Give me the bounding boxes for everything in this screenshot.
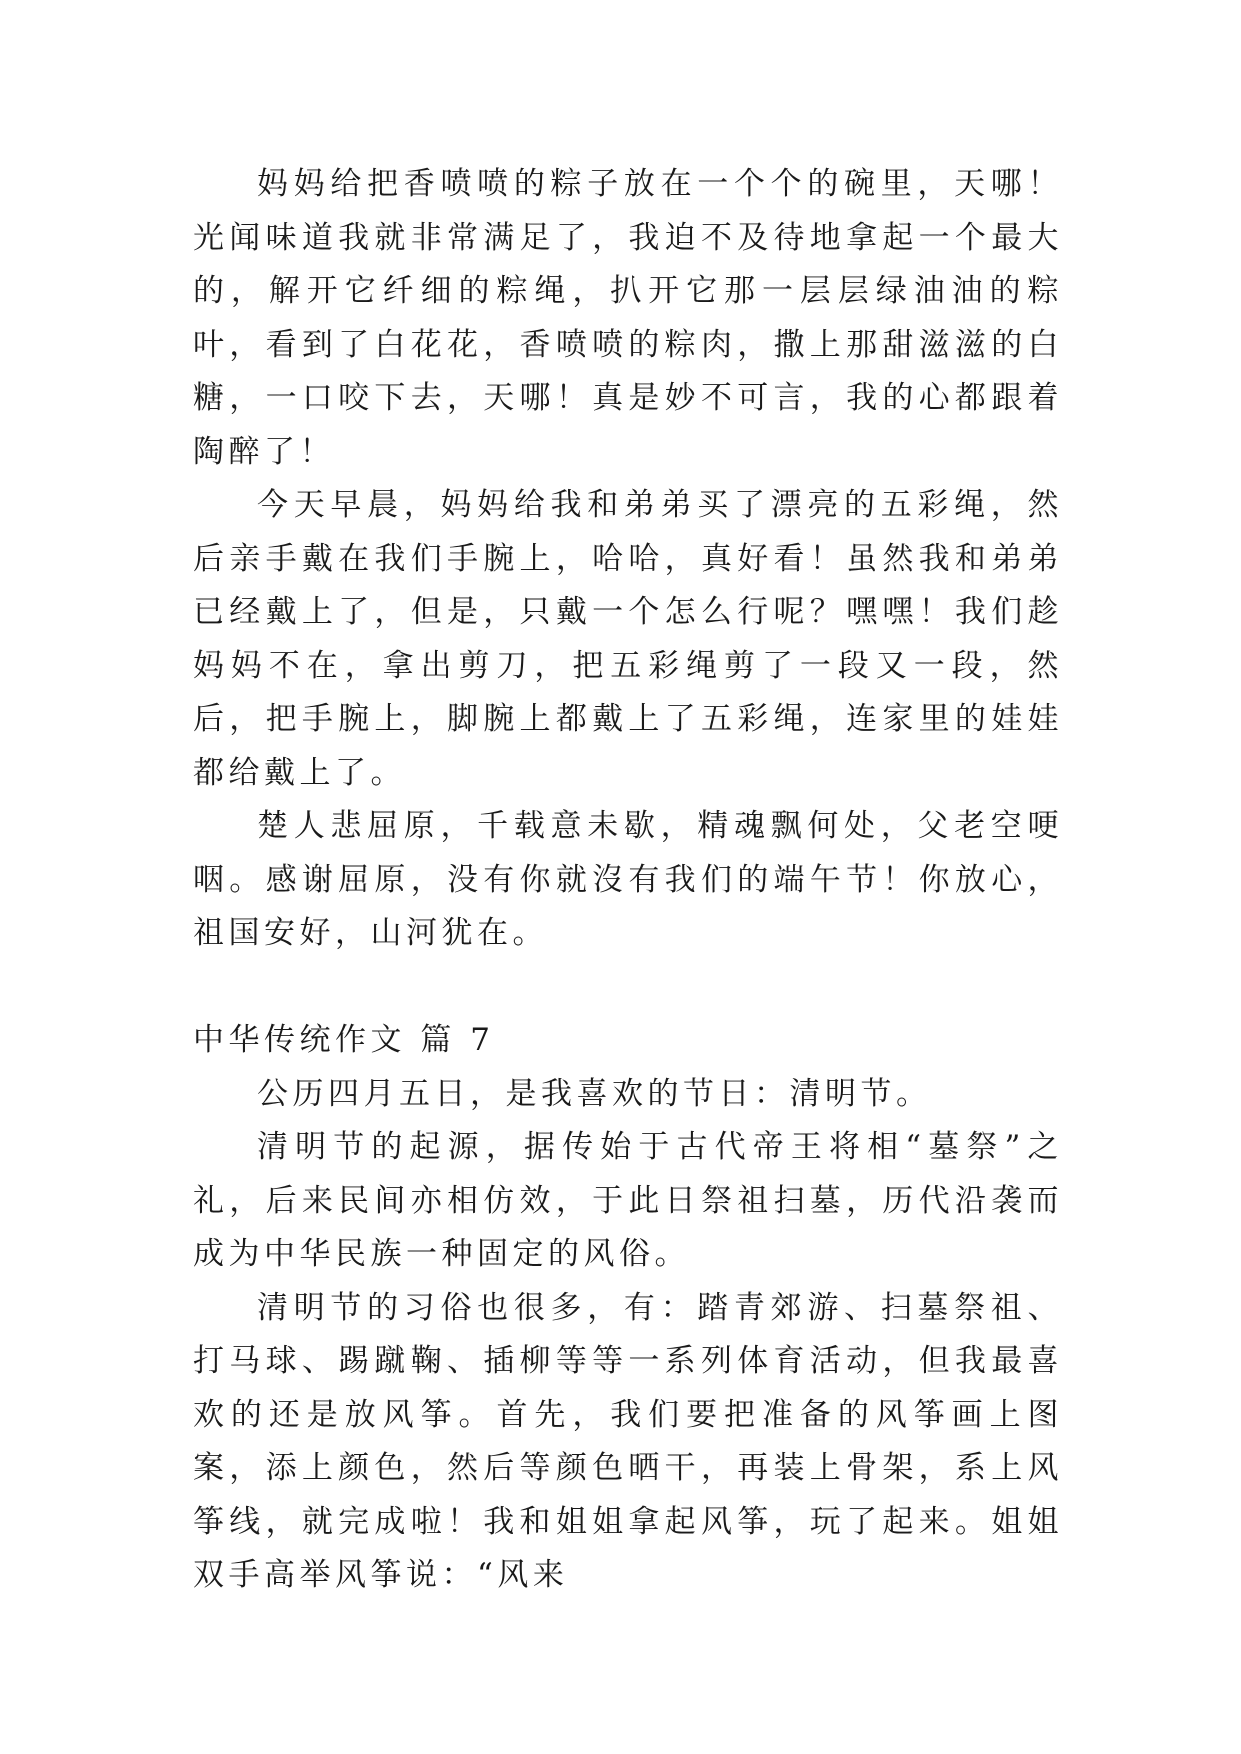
- section-gap: [193, 961, 1063, 1015]
- paragraph: 今天早晨，妈妈给我和弟弟买了漂亮的五彩绳，然后亲手戴在我们手腕上，哈哈，真好看！虽然我和弟弟已经戴上了，但是，只戴一个怎么行呢？嘿嘿！我们趁妈妈不在，拿出剪刀，把五彩绳剪了一段又一段，然后，把手腕上，脚腕上都戴上了五彩绳，连家里的娃娃都给戴上了。: [193, 487, 1063, 791]
- paragraph: 楚人悲屈原，千载意未歇，精魂飘何处，父老空哽咽。感谢屈原，没有你就沒有我们的端午节！你放心，祖国安好，山河犹在。: [193, 808, 1063, 951]
- paragraph: 清明节的习俗也很多，有：踏青郊游、扫墓祭祖、打马球、踢蹴鞠、插柳等等一系列体育活动，但我最喜欢的还是放风筝。首先，我们要把准备的风筝画上图案，添上颜色，然后等颜色晒干，再装上骨架，系上风筝线，就完成啦！我和姐姐拿起风筝，玩了起来。姐姐双手高举风筝说：“风来: [193, 1289, 1063, 1593]
- paragraph: 清明节的起源，据传始于古代帝王将相“墓祭”之礼，后来民间亦相仿效，于此日祭祖扫墓，历代沿袭而成为中华民族一种固定的风俗。: [193, 1129, 1063, 1272]
- paragraph: 公历四月五日，是我喜欢的节日：清明节。: [257, 1075, 932, 1112]
- paragraph: 妈妈给把香喷喷的粽子放在一个个的碗里，天哪！光闻味道我就非常满足了，我迫不及待地拿起一个最大的，解开它纤细的粽绳，扒开它那一层层绿油油的粽叶，看到了白花花，香喷喷的粽肉，撒上那甜滋滋的白糖，一口咬下去，天哪！真是妙不可言，我的心都跟着陶醉了！: [193, 166, 1063, 470]
- document-page: [193, 158, 1063, 1603]
- section-heading: 中华传统作文 篇 7: [193, 1022, 495, 1058]
